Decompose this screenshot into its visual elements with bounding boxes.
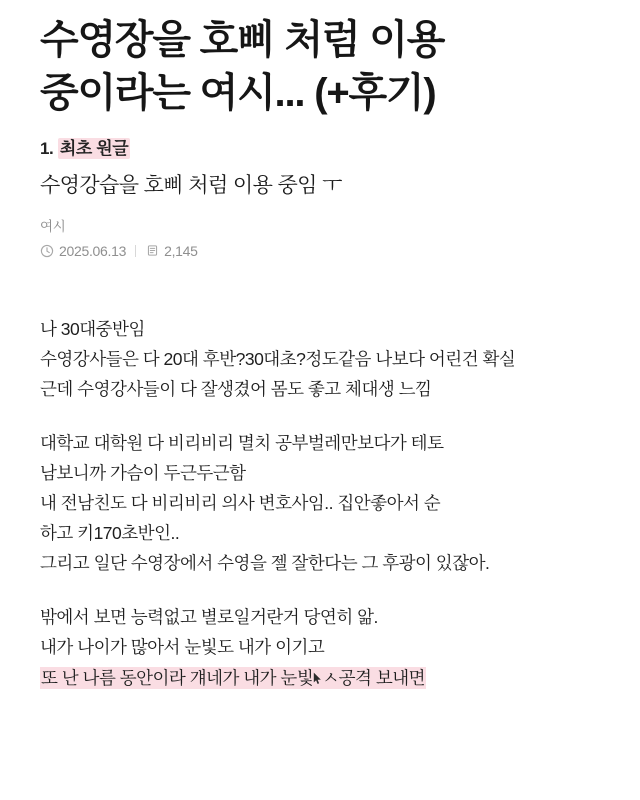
- highlighted-line: [40, 667, 426, 689]
- meta-divider: [135, 245, 136, 257]
- post-body: [40, 314, 600, 693]
- post-views: [145, 243, 198, 259]
- post-line: 밖에서 보면 능력없고 별로일거란거 당연히 앎.: [40, 607, 378, 628]
- post-views-count: 2,145: [164, 242, 198, 259]
- document-icon: [145, 244, 159, 258]
- post-line: 내 전남친도 다 비리비리 의사 변호사임.. 집안좋아서 순: [40, 493, 441, 514]
- post-line: 근데 수영강사들이 다 잘생겼어 몸도 좋고 체대생 느낌: [40, 378, 432, 399]
- highlighted-line-after: ㅅ공격 보내면: [322, 667, 426, 688]
- post-line: 수영강사들은 다 20대 후반?30대초?정도같음 나보다 어린건 확실: [40, 348, 516, 369]
- post-paragraph: [40, 428, 600, 578]
- post-date-text: 2025.06.13: [59, 242, 127, 259]
- section-label: [40, 134, 600, 159]
- post-author: 여시: [40, 218, 66, 234]
- post-line: 하고 키170초반인..: [40, 523, 180, 544]
- post-paragraph: [40, 602, 600, 692]
- post-meta: [40, 243, 600, 259]
- post-subtitle: 수영강습을 호삐 처럼 이용 중임 ㅜ: [40, 173, 342, 197]
- meta-divider-line: [40, 277, 600, 278]
- post-line: 내가 나이가 많아서 눈빛도 내가 이기고: [40, 637, 325, 658]
- section-label-text: 최초 원글: [59, 138, 129, 158]
- post-line: 나 30대중반임: [40, 318, 145, 339]
- post-paragraph: [40, 314, 600, 404]
- clock-icon: [40, 244, 54, 258]
- post-line: 남보니까 가슴이 두근두근함: [40, 462, 246, 483]
- page-title: 수영장을 호삐 처럼 이용 중이라는 여시... (+후기): [40, 18, 445, 115]
- post-line: 그리고 일단 수영장에서 수영을 젤 잘한다는 그 후광이 있잖아.: [40, 553, 490, 574]
- highlighted-line-before: 또 난 나름 동안이라 걔네가 내가 눈빛: [41, 667, 314, 688]
- text-cursor-icon: [313, 672, 322, 685]
- post-line: 대학교 대학원 다 비리비리 멸치 공부벌레만보다가 테토: [40, 432, 444, 453]
- post-date: [40, 243, 126, 259]
- section-label-number: 1.: [40, 138, 54, 158]
